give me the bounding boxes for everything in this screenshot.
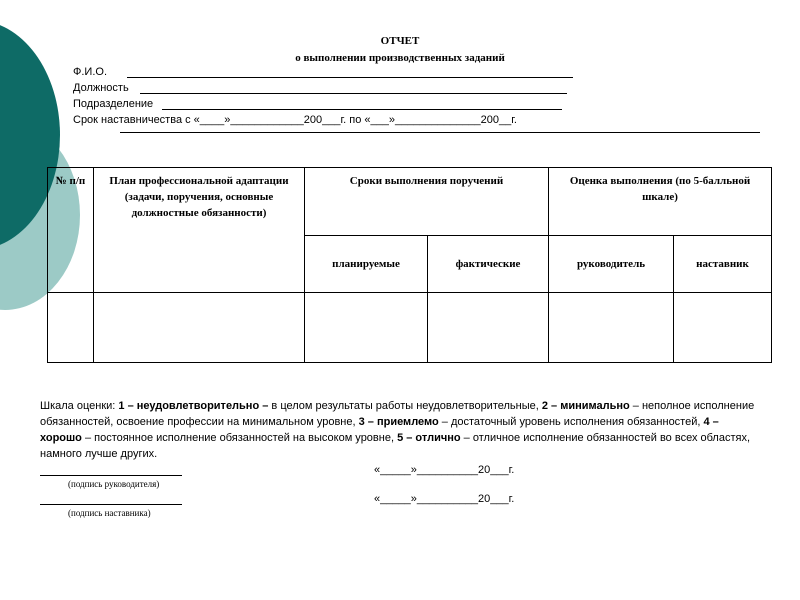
- fio-line[interactable]: [127, 77, 573, 78]
- subheader-planned: планируемые: [305, 236, 428, 292]
- mentor-signature-caption: (подпись наставника): [68, 508, 151, 518]
- grade-4-text: – постоянное исполнение обязанностей на высоком уровне,: [81, 432, 398, 444]
- grade-1: 1 – неудовлетворительно –: [118, 400, 269, 412]
- department-label: Подразделение: [73, 98, 154, 110]
- position-label: Должность: [73, 82, 129, 94]
- mentorship-term: Срок наставничества с «____»____________200___г. по «___»______________200__г.: [73, 114, 517, 126]
- scale-intro: Шкала оценки:: [40, 400, 119, 412]
- mentor-date: «_____»__________20___г.: [374, 493, 515, 505]
- header-rating: Оценка выполнения (по 5-балльной шкале): [549, 168, 772, 236]
- manager-signature-caption: (подпись руководителя): [68, 479, 160, 489]
- grade-1-text: в целом результаты работы неудовлетворительные,: [268, 400, 542, 412]
- term-separator-line: [120, 132, 760, 133]
- cell-mentor[interactable]: [674, 292, 772, 362]
- grade-5-text: – отличное исполнение обязанностей во всех областях, намного лучше других.: [40, 432, 751, 460]
- cell-plan[interactable]: [94, 292, 305, 362]
- header-terms: Сроки выполнения поручений: [305, 168, 549, 236]
- grade-2: 2 – минимально: [541, 400, 630, 412]
- department-line[interactable]: [162, 109, 562, 110]
- tasks-table: [47, 167, 772, 363]
- header-plan: План профессиональной адаптации (задачи, поручения, основные должностные обязанности): [94, 168, 305, 293]
- manager-signature-line[interactable]: [40, 475, 182, 476]
- grade-3-text: – достаточный уровень исполнения обязанностей,: [438, 416, 704, 428]
- cell-planned[interactable]: [305, 292, 428, 362]
- grade-2-text: – неполное исполнение обязанностей, освоение профессии на минимальном уровне,: [40, 400, 755, 428]
- cell-actual[interactable]: [428, 292, 549, 362]
- subheader-manager: руководитель: [549, 236, 674, 292]
- report-subtitle: о выполнении производственных заданий: [295, 52, 505, 64]
- header-number: № п/п: [48, 168, 94, 293]
- subheader-actual: фактические: [428, 236, 549, 292]
- subheader-mentor: наставник: [674, 236, 772, 292]
- report-title: ОТЧЕТ: [380, 35, 420, 47]
- grade-4: 4 – хорошо: [40, 416, 719, 444]
- mentor-signature-line[interactable]: [40, 504, 182, 505]
- rating-scale: [40, 398, 760, 462]
- position-line[interactable]: [140, 93, 567, 94]
- fio-label: Ф.И.О.: [73, 66, 107, 78]
- grade-5: 5 – отлично: [397, 432, 461, 444]
- manager-date: «_____»__________20___г.: [374, 464, 515, 476]
- grade-3: 3 – приемлемо: [358, 416, 439, 428]
- cell-number[interactable]: [48, 292, 94, 362]
- cell-manager[interactable]: [549, 292, 674, 362]
